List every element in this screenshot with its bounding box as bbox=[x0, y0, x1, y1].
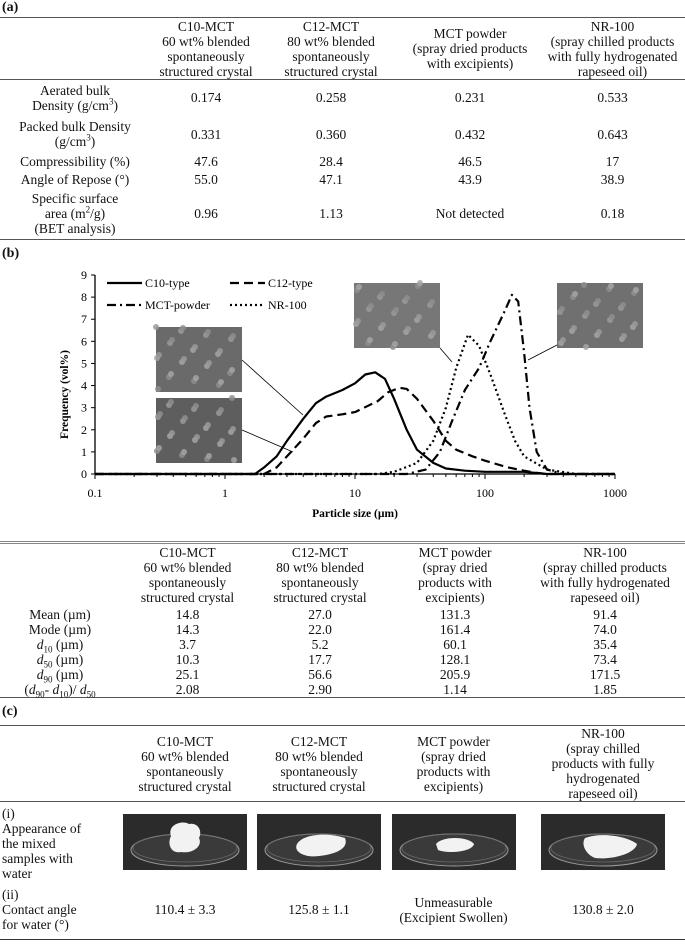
sample-photo-cell bbox=[386, 802, 521, 882]
text-line: C10-MCT bbox=[159, 545, 216, 561]
wettability-table bbox=[0, 725, 685, 940]
y-tick-label: 6 bbox=[81, 334, 87, 349]
label-text: (µm) bbox=[52, 651, 84, 667]
table-cell: 0.96 bbox=[194, 205, 218, 221]
sem-image-nr100 bbox=[557, 282, 643, 350]
panel-label-b: (b) bbox=[2, 246, 20, 261]
text-line: C10-MCT bbox=[156, 733, 214, 749]
text-line: structured crystal bbox=[284, 63, 378, 79]
particle-size-chart bbox=[0, 270, 685, 520]
table-row bbox=[0, 667, 685, 682]
x-tick-label: 10 bbox=[349, 486, 361, 500]
table-cell: 1.85 bbox=[593, 681, 617, 697]
table-cell: 0.533 bbox=[597, 90, 628, 106]
table-cell: 128.1 bbox=[439, 651, 471, 667]
label-text: area (m bbox=[44, 205, 86, 221]
table-cell: 10.3 bbox=[175, 651, 200, 667]
label-text: (g/cm bbox=[54, 134, 87, 149]
label-text: /g) bbox=[90, 205, 106, 221]
text-line: (Excipient Swollen) bbox=[399, 909, 508, 925]
text-line: the mixed bbox=[2, 836, 56, 851]
label-text: 90 bbox=[35, 689, 45, 700]
table-cell: 25.1 bbox=[175, 666, 200, 682]
label-text: - bbox=[44, 681, 53, 697]
inset-pointer-line bbox=[242, 360, 303, 415]
row-label bbox=[0, 116, 150, 153]
table-row bbox=[0, 622, 685, 637]
label-text: Compressibility (%) bbox=[20, 154, 130, 169]
text-line: excipients) bbox=[423, 778, 484, 794]
table-cell: 0.174 bbox=[190, 90, 222, 106]
label-text: Mode (µm) bbox=[28, 621, 92, 637]
inset-pointer-line bbox=[242, 430, 293, 452]
table-row bbox=[0, 188, 685, 240]
table-cell: 2.90 bbox=[308, 681, 332, 697]
text-line: structured crystal bbox=[273, 590, 367, 606]
text-line: products with bbox=[418, 575, 492, 591]
corner-cell bbox=[0, 726, 118, 802]
table-cell: 205.9 bbox=[439, 666, 471, 682]
text-line: NR-100 bbox=[581, 726, 625, 741]
table-cell: 73.4 bbox=[593, 651, 617, 667]
table-cell: 38.9 bbox=[600, 171, 625, 187]
table-cell: 161.4 bbox=[439, 621, 471, 637]
row-label bbox=[0, 666, 120, 685]
text-line: rapeseed oil) bbox=[577, 63, 648, 79]
sample-blob bbox=[169, 822, 200, 852]
row-label-appearance bbox=[0, 802, 118, 882]
table-cell: 35.4 bbox=[593, 636, 617, 652]
text-line: spontaneously bbox=[292, 48, 370, 64]
label-text: d bbox=[36, 651, 44, 667]
text-line: 80 wt% blended bbox=[276, 560, 364, 576]
column-header bbox=[150, 18, 262, 80]
text-line: (ii) bbox=[2, 887, 19, 903]
row-label bbox=[0, 651, 120, 670]
text-line: (spray chilled products bbox=[550, 33, 675, 49]
text-line: excipients) bbox=[425, 590, 485, 606]
text-line: Appearance of bbox=[2, 821, 82, 836]
label-text: 50 bbox=[43, 659, 53, 670]
table-cell: 43.9 bbox=[458, 171, 482, 187]
label-text: 10 bbox=[59, 689, 69, 700]
label-text: d bbox=[36, 636, 44, 652]
row-label bbox=[0, 622, 120, 637]
row-label bbox=[0, 607, 120, 622]
y-tick-label: 4 bbox=[81, 378, 87, 393]
text-line: (spray dried bbox=[422, 560, 488, 576]
text-line: spontaneously bbox=[281, 575, 359, 591]
y-tick-label: 2 bbox=[81, 422, 87, 437]
table-row bbox=[0, 637, 685, 652]
text-line: with fully hydrogenated bbox=[540, 575, 670, 591]
text-line: Contact angle bbox=[2, 902, 77, 918]
sample-photo bbox=[257, 814, 381, 870]
text-line: structured crystal bbox=[272, 778, 366, 794]
text-line: spontaneously bbox=[167, 48, 245, 64]
table-cell: 47.1 bbox=[319, 171, 343, 187]
text-line: for water (°) bbox=[2, 917, 69, 933]
label-text: 3 bbox=[86, 132, 91, 143]
table-cell: 22.0 bbox=[308, 621, 332, 637]
label-text: 10 bbox=[43, 644, 53, 655]
x-tick-label: 1 bbox=[222, 486, 228, 500]
table-cell: 28.4 bbox=[319, 154, 343, 169]
column-header bbox=[540, 18, 685, 80]
label-text: Mean (µm) bbox=[29, 606, 91, 622]
text-line: 80 wt% blended bbox=[287, 33, 375, 49]
table-row bbox=[0, 116, 685, 153]
contact-angle-value bbox=[252, 881, 386, 939]
corner-cell bbox=[0, 543, 120, 607]
text-line: (spray dried products bbox=[412, 41, 528, 56]
column-header bbox=[385, 543, 525, 607]
table-cell: 14.3 bbox=[175, 621, 200, 637]
sample-photo bbox=[541, 814, 665, 870]
text-line: C10-MCT bbox=[177, 18, 235, 34]
sem-image-c10 bbox=[153, 324, 242, 392]
table-row bbox=[0, 80, 685, 116]
contact-angle-value bbox=[521, 881, 685, 939]
table-cell: 0.18 bbox=[600, 205, 625, 221]
sample-photo-cell bbox=[118, 802, 252, 882]
x-axis-label: Particle size (µm) bbox=[312, 508, 398, 520]
table-cell: 55.0 bbox=[194, 171, 218, 187]
label-text: Density (g/cm bbox=[32, 97, 109, 113]
column-header bbox=[255, 543, 385, 607]
text-line: C12-MCT bbox=[290, 733, 348, 749]
y-tick-label: 9 bbox=[81, 270, 87, 282]
column-header bbox=[525, 543, 685, 607]
text-line: C12-MCT bbox=[291, 545, 349, 561]
text-line: (i) bbox=[2, 806, 15, 821]
row-label-contact-angle bbox=[0, 881, 118, 939]
text-line: structured crystal bbox=[138, 778, 232, 794]
label-text: )/ bbox=[68, 681, 80, 697]
label-text: (BET analysis) bbox=[34, 220, 116, 236]
table-row bbox=[0, 682, 685, 698]
table-row bbox=[0, 171, 685, 188]
label-text: ) bbox=[90, 134, 96, 149]
text-line: 110.4 ± 3.3 bbox=[154, 902, 216, 918]
text-line: (spray chilled products bbox=[543, 560, 667, 576]
x-tick-label: 100 bbox=[476, 486, 494, 500]
label-text: (µm) bbox=[52, 636, 84, 652]
table-cell: 27.0 bbox=[308, 606, 332, 622]
text-line: 60 wt% blended bbox=[162, 33, 250, 49]
text-line: products with fully bbox=[551, 756, 655, 771]
y-axis-label: Frequency (vol%) bbox=[59, 350, 71, 439]
table-cell: 17.7 bbox=[308, 651, 332, 667]
table-cell: 91.4 bbox=[593, 606, 617, 622]
text-line: spontaneously bbox=[146, 763, 224, 779]
text-line: 60 wt% blended bbox=[141, 748, 229, 764]
table-cell: 56.6 bbox=[308, 666, 332, 682]
table-cell: 171.5 bbox=[589, 666, 621, 682]
text-line: with excipients) bbox=[426, 56, 514, 71]
legend-label: C10-type bbox=[145, 276, 190, 290]
label-text: Packed bulk Density bbox=[19, 119, 131, 134]
text-line: water bbox=[2, 866, 32, 881]
row-label bbox=[0, 188, 150, 240]
row-label bbox=[0, 80, 150, 116]
flowability-table bbox=[0, 17, 685, 240]
text-line: spontaneously bbox=[280, 763, 358, 779]
table-cell: 0.231 bbox=[454, 90, 486, 106]
y-tick-label: 8 bbox=[81, 290, 87, 305]
contact-angle-value bbox=[118, 881, 252, 939]
table-cell: 0.360 bbox=[315, 126, 347, 142]
label-text: Angle of Repose (°) bbox=[20, 171, 130, 187]
label-text: Specific surface bbox=[31, 190, 119, 206]
column-header bbox=[400, 18, 540, 80]
table-cell: 1.14 bbox=[443, 681, 467, 697]
label-text: (µm) bbox=[52, 666, 84, 682]
row-label bbox=[0, 636, 120, 655]
row-label bbox=[0, 171, 150, 188]
text-line: 130.8 ± 2.0 bbox=[572, 902, 634, 918]
column-header bbox=[521, 726, 685, 802]
table-cell: 3.7 bbox=[179, 636, 196, 652]
inset-pointer-line bbox=[440, 348, 452, 362]
legend-label: NR-100 bbox=[268, 298, 307, 312]
column-header bbox=[262, 18, 400, 80]
table-cell: 46.5 bbox=[458, 154, 482, 169]
sem-image-c12 bbox=[154, 395, 242, 463]
y-tick-label: 7 bbox=[81, 312, 87, 327]
text-line: MCT powder bbox=[433, 26, 507, 41]
text-line: Unmeasurable bbox=[414, 894, 493, 910]
text-line: 125.8 ± 1.1 bbox=[288, 902, 350, 918]
text-line: rapeseed oil) bbox=[568, 786, 638, 801]
text-line: MCT powder bbox=[418, 545, 492, 561]
text-line: 60 wt% blended bbox=[143, 560, 232, 576]
label-text: ) bbox=[113, 97, 118, 113]
y-tick-label: 3 bbox=[81, 400, 87, 415]
table-cell: 0.258 bbox=[315, 90, 347, 106]
table-cell: 2.08 bbox=[175, 681, 200, 697]
table-row bbox=[0, 153, 685, 171]
text-line: rapeseed oil) bbox=[570, 590, 640, 606]
text-line: samples with bbox=[2, 851, 73, 866]
y-tick-label: 0 bbox=[81, 467, 87, 481]
text-line: 80 wt% blended bbox=[275, 748, 363, 764]
column-header bbox=[118, 726, 252, 802]
table-cell: 0.643 bbox=[597, 126, 628, 142]
label-text: d bbox=[28, 681, 36, 697]
text-line: spontaneously bbox=[148, 575, 227, 591]
label-text: d bbox=[79, 681, 87, 697]
label-text: d bbox=[52, 681, 60, 697]
sem-image-mct-powder bbox=[353, 280, 440, 350]
text-line: structured crystal bbox=[140, 590, 235, 606]
label-text: 90 bbox=[43, 674, 53, 685]
table-row bbox=[0, 652, 685, 667]
label-text: 2 bbox=[85, 204, 91, 215]
table-cell: 131.3 bbox=[439, 606, 471, 622]
particle-size-table bbox=[0, 541, 685, 698]
table-cell: 74.0 bbox=[593, 621, 617, 637]
row-label bbox=[0, 153, 150, 171]
legend-label: C12-type bbox=[268, 276, 313, 290]
label-text: 50 bbox=[86, 689, 96, 700]
text-line: with fully hydrogenated bbox=[547, 48, 678, 64]
y-tick-label: 5 bbox=[81, 356, 87, 371]
x-tick-label: 0.1 bbox=[87, 486, 103, 500]
sample-photo bbox=[392, 814, 516, 870]
sample-photo-cell bbox=[252, 802, 386, 882]
column-header bbox=[386, 726, 521, 802]
contact-angle-value bbox=[386, 881, 521, 939]
table-cell: 14.8 bbox=[175, 606, 200, 622]
text-line: hydrogenated bbox=[566, 771, 640, 786]
x-tick-label: 1000 bbox=[603, 486, 627, 500]
label-text: d bbox=[36, 666, 44, 682]
table-cell: 0.432 bbox=[454, 126, 486, 142]
table-cell: 47.6 bbox=[194, 154, 218, 169]
table-cell: Not detected bbox=[435, 205, 505, 221]
text-line: NR-100 bbox=[583, 545, 627, 561]
row-label bbox=[0, 682, 120, 698]
text-line: NR-100 bbox=[590, 18, 635, 34]
sample-photo-cell bbox=[521, 802, 685, 882]
column-header bbox=[120, 543, 255, 607]
legend-label: MCT-powder bbox=[145, 298, 210, 312]
label-text: Aerated bulk bbox=[39, 82, 111, 98]
label-text: ( bbox=[24, 681, 29, 697]
sample-photo bbox=[123, 814, 247, 870]
table-cell: 1.13 bbox=[319, 205, 343, 221]
panel-label-a: (a) bbox=[2, 0, 19, 15]
table-cell: 5.2 bbox=[311, 636, 329, 652]
text-line: (spray chilled bbox=[566, 741, 640, 756]
column-header bbox=[252, 726, 386, 802]
table-cell: 17 bbox=[605, 154, 620, 169]
text-line: C12-MCT bbox=[302, 18, 360, 34]
corner-cell bbox=[0, 18, 150, 80]
y-tick-label: 1 bbox=[81, 444, 87, 459]
table-cell: 60.1 bbox=[443, 636, 467, 652]
text-line: structured crystal bbox=[159, 63, 253, 79]
table-cell: 0.331 bbox=[190, 126, 222, 142]
label-text: 3 bbox=[108, 96, 114, 107]
table-row bbox=[0, 607, 685, 622]
text-line: (spray dried bbox=[421, 748, 486, 764]
inset-pointer-line bbox=[528, 345, 557, 360]
text-line: MCT powder bbox=[417, 733, 490, 749]
text-line: products with bbox=[416, 763, 491, 779]
panel-label-c: (c) bbox=[2, 704, 18, 719]
